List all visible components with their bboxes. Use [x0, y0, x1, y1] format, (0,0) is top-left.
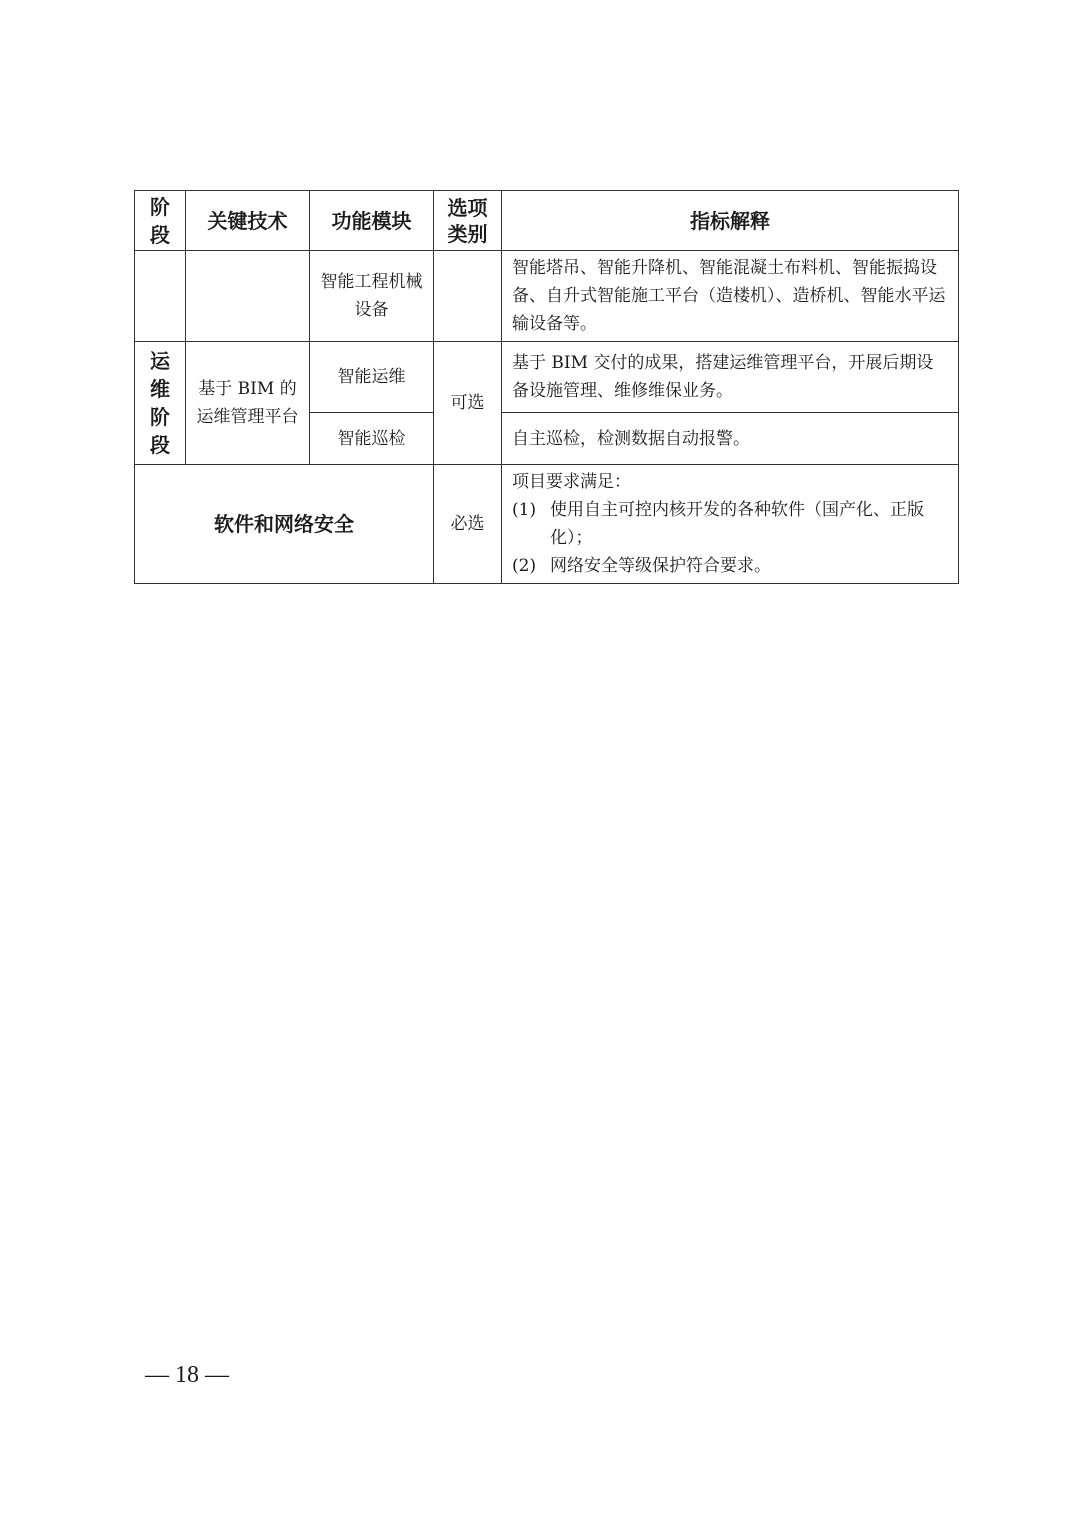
- option-type-cell: 可选: [434, 342, 502, 465]
- list-item-number: (2): [512, 556, 537, 576]
- explanation-cell: 基于 BIM 交付的成果，搭建运维管理平台，开展后期设备设施管理、维修维保业务。: [502, 342, 959, 413]
- header-module: 功能模块: [310, 191, 434, 251]
- explanation-cell: 智能塔吊、智能升降机、智能混凝土布料机、智能振捣设备、自升式智能施工平台（造楼机）、造桥机、智能水平运输设备等。: [502, 251, 959, 342]
- standards-table: [134, 190, 959, 584]
- empty-cell: [434, 251, 502, 342]
- header-option-type: 选项类别: [434, 191, 502, 251]
- table-row: [135, 465, 959, 584]
- section-title-cell: 软件和网络安全: [135, 465, 434, 584]
- table-row: [135, 251, 959, 342]
- list-item: [512, 496, 948, 552]
- option-type-cell: 必选: [434, 465, 502, 584]
- header-explanation: 指标解释: [502, 191, 959, 251]
- stage-cell: 运维阶段: [135, 342, 186, 465]
- header-stage: 阶段: [135, 191, 186, 251]
- empty-cell: [186, 251, 310, 342]
- explanation-cell: [502, 465, 959, 584]
- list-item-text: 使用自主可控内核开发的各种软件（国产化、正版化）；: [550, 500, 924, 548]
- table-header-row: [135, 191, 959, 251]
- header-key-tech: 关键技术: [186, 191, 310, 251]
- list-item-text: 网络安全等级保护符合要求。: [550, 556, 771, 576]
- module-cell: 智能巡检: [310, 413, 434, 465]
- requirements-intro: 项目要求满足：: [512, 472, 631, 492]
- page-number: — 18 —: [145, 1362, 229, 1388]
- key-tech-cell: 基于 BIM 的运维管理平台: [186, 342, 310, 465]
- table-row: [135, 342, 959, 413]
- list-item-number: (1): [512, 500, 537, 520]
- explanation-cell: 自主巡检，检测数据自动报警。: [502, 413, 959, 465]
- module-cell: 智能工程机械设备: [310, 251, 434, 342]
- list-item: [512, 552, 948, 580]
- empty-cell: [135, 251, 186, 342]
- module-cell: 智能运维: [310, 342, 434, 413]
